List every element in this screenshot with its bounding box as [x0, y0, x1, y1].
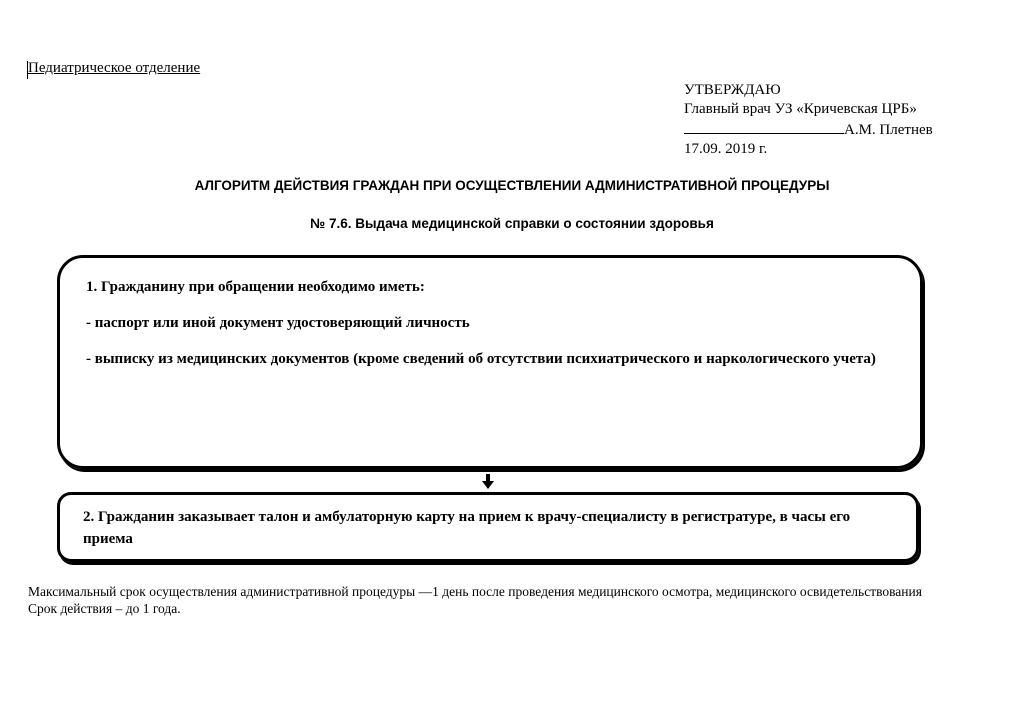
approval-date: 17.09. 2019 г. [684, 141, 768, 157]
signature-line [684, 119, 933, 140]
approval-label: УТВЕРЖДАЮ [684, 82, 781, 98]
step-1-item: - паспорт или иной документ удостоверяющий личность [86, 315, 470, 331]
approver-name: А.М. Плетнев [844, 122, 933, 138]
document-title: АЛГОРИТМ ДЕЙСТВИЯ ГРАЖДАН ПРИ ОСУЩЕСТВЛЕНИИ АДМИНИСТРАТИВНОЙ ПРОЦЕДУРЫ [194, 178, 830, 193]
approver-position: Главный врач УЗ «Кричевская ЦРБ» [684, 101, 917, 117]
max-term-note: Максимальный срок осуществления административной процедуры —1 день после проведения медицинского осмотра, медицинского освидетельствования [28, 584, 922, 599]
arrow-down-icon [481, 474, 495, 490]
step-2-text: 2. Гражданин заказывает талон и амбулаторную карту на прием к врачу-специалисту в регистратуре, в часы его приема [83, 509, 851, 547]
validity-note: Срок действия – до 1 года. [28, 601, 181, 616]
footer-notes [28, 583, 928, 617]
approval-block [684, 81, 933, 159]
signature-blank [684, 119, 844, 134]
department-name: Педиатрическое отделение [28, 60, 201, 76]
procedure-subtitle: № 7.6. Выдача медицинской справки о состоянии здоровья [310, 216, 714, 231]
step-1-box [57, 255, 923, 469]
step-2-box [57, 492, 919, 562]
step-1-heading: 1. Гражданину при обращении необходимо иметь: [86, 279, 425, 295]
step-1-item: - выписку из медицинских документов (кроме сведений об отсутствии психиатрического и наркологического учета) [86, 351, 876, 367]
